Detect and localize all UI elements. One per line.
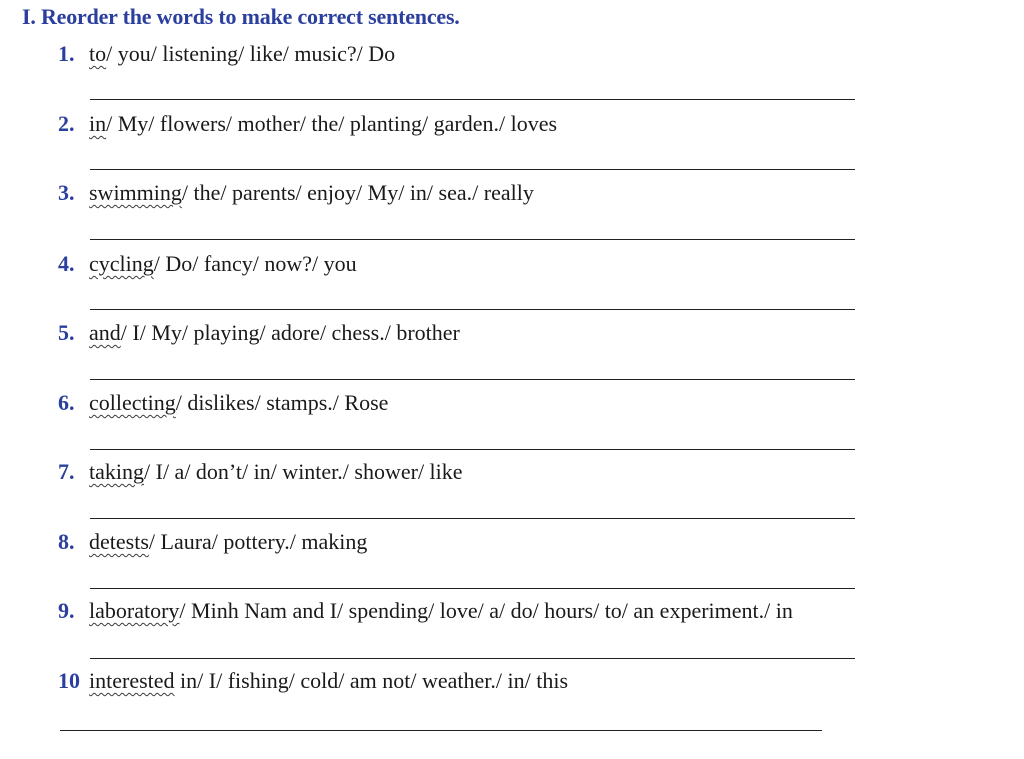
- item-first-word: cycling: [89, 251, 154, 276]
- exercise-item-10: [58, 667, 568, 697]
- answer-line-6[interactable]: [90, 449, 855, 450]
- answer-line-2[interactable]: [90, 169, 855, 170]
- item-first-word: to: [89, 41, 107, 66]
- item-words: / you/ listening/ like/ music?/ Do: [106, 41, 396, 66]
- item-words: in/ I/ fishing/ cold/ am not/ weather./ in/ this: [174, 668, 569, 693]
- item-number: 5.: [58, 320, 75, 345]
- item-words: / Minh Nam and I/ spending/ love/ a/ do/ hours/ to/ an experiment./ in: [179, 598, 793, 623]
- exercise-item-9: [58, 597, 793, 627]
- exercise-item-1: [58, 40, 395, 70]
- item-first-word: laboratory: [89, 598, 180, 623]
- item-words: / the/ parents/ enjoy/ My/ in/ sea./ really: [181, 180, 534, 205]
- exercise-item-2: [58, 110, 557, 140]
- item-number: 4.: [58, 251, 75, 276]
- item-first-word: and: [89, 320, 121, 345]
- answer-line-10[interactable]: [60, 730, 822, 731]
- item-words: / Laura/ pottery./ making: [148, 529, 368, 554]
- item-number: 3.: [58, 180, 75, 205]
- answer-line-1[interactable]: [90, 99, 855, 100]
- item-first-word: swimming: [89, 180, 182, 205]
- answer-line-8[interactable]: [90, 588, 855, 589]
- item-first-word: in: [89, 111, 107, 136]
- item-number: 7.: [58, 459, 75, 484]
- item-first-word: detests: [89, 529, 149, 554]
- exercise-item-3: [58, 179, 534, 209]
- item-number: 9.: [58, 598, 75, 623]
- exercise-title: I. Reorder the words to make correct sentences.: [22, 4, 460, 29]
- item-words: / My/ flowers/ mother/ the/ planting/ garden./ loves: [106, 111, 558, 136]
- item-first-word: collecting: [89, 390, 176, 415]
- exercise-item-7: [58, 458, 463, 488]
- answer-line-4[interactable]: [90, 309, 855, 310]
- item-number: 10: [58, 668, 80, 693]
- item-number: 2.: [58, 111, 75, 136]
- item-words: / Do/ fancy/ now?/ you: [153, 251, 357, 276]
- exercise-item-8: [58, 528, 367, 558]
- exercise-item-4: [58, 250, 357, 280]
- item-first-word: interested: [89, 668, 175, 693]
- answer-line-5[interactable]: [90, 379, 855, 380]
- answer-line-7[interactable]: [90, 518, 855, 519]
- exercise-item-5: [58, 319, 460, 349]
- item-first-word: taking: [89, 459, 144, 484]
- item-number: 6.: [58, 390, 75, 415]
- item-number: 1.: [58, 41, 75, 66]
- item-number: 8.: [58, 529, 75, 554]
- item-words: / I/ a/ don’t/ in/ winter./ shower/ like: [144, 459, 463, 484]
- item-words: / I/ My/ playing/ adore/ chess./ brother: [120, 320, 460, 345]
- exercise-item-6: [58, 389, 388, 419]
- answer-line-9[interactable]: [90, 658, 855, 659]
- answer-line-3[interactable]: [90, 239, 855, 240]
- item-words: / dislikes/ stamps./ Rose: [175, 390, 389, 415]
